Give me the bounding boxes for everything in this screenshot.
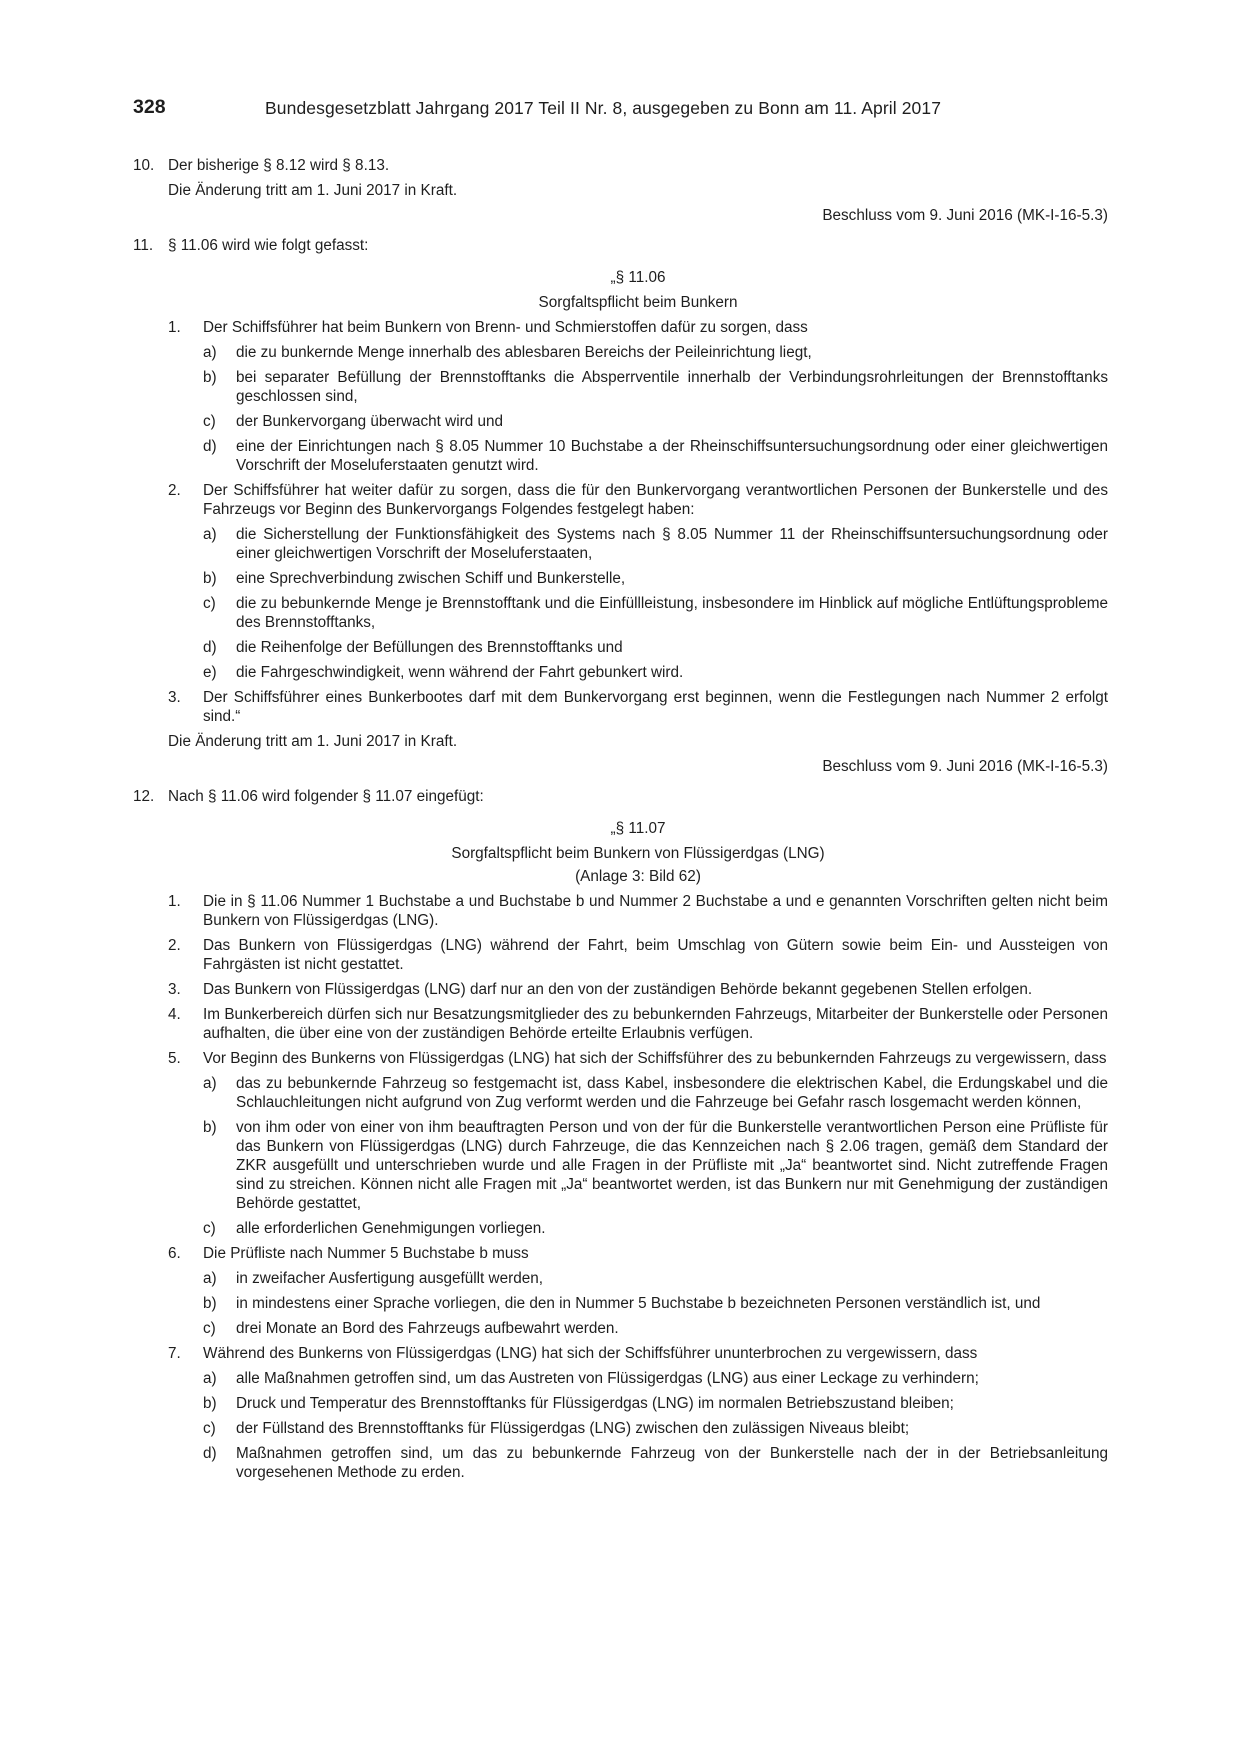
sub-point-text: die Sicherstellung der Funktionsfähigkeit des Systems nach § 8.05 Nummer 11 der Rheinschiffsuntersuchungsordnung oder einer gleichwertigen Vorschrift der Moseluferstaaten, bbox=[236, 526, 1108, 562]
point-number: 3. bbox=[168, 689, 181, 706]
sub-point-text: die zu bunkernde Menge innerhalb des ablesbaren Bereichs der Peileinrichtung liegt, bbox=[236, 344, 812, 361]
sub-point-letter: c) bbox=[203, 1320, 216, 1337]
sub-point-letter: b) bbox=[203, 1119, 217, 1136]
point-number: 3. bbox=[168, 981, 181, 998]
item-text: Nach § 11.06 wird folgender § 11.07 eingefügt: bbox=[168, 788, 484, 805]
sub-point-letter: c) bbox=[203, 1220, 216, 1237]
section-number: „§ 11.06 bbox=[610, 269, 666, 286]
provision-point bbox=[168, 936, 1108, 974]
point-text: Vor Beginn des Bunkerns von Flüssigerdgas (LNG) hat sich der Schiffsführer des zu bebunkernden Fahrzeugs zu vergewissern, dass bbox=[203, 1050, 1107, 1067]
item-text: § 11.06 wird wie folgt gefasst: bbox=[168, 237, 369, 254]
sub-point bbox=[203, 343, 1108, 362]
sub-point-letter: d) bbox=[203, 639, 217, 656]
decision-reference: Beschluss vom 9. Juni 2016 (MK-I-16-5.3) bbox=[822, 758, 1108, 775]
amendment-item-10 bbox=[133, 156, 1108, 175]
sub-point bbox=[203, 1319, 1108, 1338]
sub-point bbox=[203, 663, 1108, 682]
provision-point bbox=[168, 1005, 1108, 1043]
point-text: Die Prüfliste nach Nummer 5 Buchstabe b muss bbox=[203, 1245, 529, 1262]
provision-point bbox=[168, 481, 1108, 519]
point-number: 1. bbox=[168, 319, 181, 336]
sub-point-text: alle erforderlichen Genehmigungen vorliegen. bbox=[236, 1220, 546, 1237]
sub-point-text: die Fahrgeschwindigkeit, wenn während der Fahrt gebunkert wird. bbox=[236, 664, 684, 681]
point-text: Die in § 11.06 Nummer 1 Buchstabe a und Buchstabe b und Nummer 2 Buchstabe a und e genannten Vorschriften gelten nicht beim Bunkern von Flüssigerdgas (LNG). bbox=[203, 893, 1108, 929]
sub-point-letter: a) bbox=[203, 1075, 217, 1092]
point-number: 2. bbox=[168, 937, 181, 954]
provision-point bbox=[168, 980, 1108, 999]
sub-point-text: von ihm oder von einer von ihm beauftragten Person und von der für die Bunkerstelle verantwortlichen Person eine Prüfliste für das Bunkern von Flüssigerdgas (LNG) durch Fahrzeuge, die das Kennzeichen nach § 2.06 tragen, gemäß dem Standard der ZKR ausgefüllt und unterschrieben wurde und alle Fragen in der Prüfliste mit „Ja“ beantwortet sind. Nicht zutreffende Fragen sind zu streichen. Können nicht alle Fragen mit „Ja“ beantwortet werden, ist das Bunkern nur mit Genehmigung der zuständigen Behörde gestattet, bbox=[236, 1119, 1108, 1212]
sub-point-text: die Reihenfolge der Befüllungen des Brennstofftanks und bbox=[236, 639, 623, 656]
sub-point bbox=[203, 1444, 1108, 1482]
item-number: 12. bbox=[133, 788, 155, 805]
sub-point-letter: d) bbox=[203, 1445, 217, 1462]
sub-point-text: Maßnahmen getroffen sind, um das zu bebunkernde Fahrzeug von der Bunkerstelle nach der in der Betriebsanleitung vorgesehenen Methode zu erden. bbox=[236, 1445, 1108, 1481]
provision-point bbox=[168, 318, 1108, 337]
sub-point bbox=[203, 1269, 1108, 1288]
header-title: Bundesgesetzblatt Jahrgang 2017 Teil II Nr. 8, ausgegeben zu Bonn am 11. April 2017 bbox=[265, 98, 942, 118]
sub-point-letter: b) bbox=[203, 369, 217, 386]
sub-point bbox=[203, 1219, 1108, 1238]
sub-point-letter: d) bbox=[203, 438, 217, 455]
document-body bbox=[133, 156, 1108, 1482]
sub-point-letter: b) bbox=[203, 1395, 217, 1412]
provision-point bbox=[168, 1244, 1108, 1263]
sub-point bbox=[203, 1369, 1108, 1388]
sub-point-text: der Füllstand des Brennstofftanks für Flüssigerdgas (LNG) zwischen den zulässigen Niveaus bleibt; bbox=[236, 1420, 910, 1437]
sub-point bbox=[203, 1394, 1108, 1413]
effective-note: Die Änderung tritt am 1. Juni 2017 in Kraft. bbox=[168, 733, 458, 750]
sub-point-text: bei separater Befüllung der Brennstofftanks die Absperrventile innerhalb der Verbindungsrohrleitungen der Brennstofftanks geschlossen sind, bbox=[236, 369, 1108, 405]
sub-point-text: in zweifacher Ausfertigung ausgefüllt werden, bbox=[236, 1270, 543, 1287]
sub-point bbox=[203, 594, 1108, 632]
point-number: 5. bbox=[168, 1050, 181, 1067]
point-text: Im Bunkerbereich dürfen sich nur Besatzungsmitglieder des zu bebunkernden Fahrzeugs, Mitarbeiter der Bunkerstelle oder Personen aufhalten, die über eine von der zuständigen Behörde erteilte Erlaubnis verfügen. bbox=[203, 1006, 1108, 1042]
item-text: Der bisherige § 8.12 wird § 8.13. bbox=[168, 157, 390, 174]
sub-point-text: das zu bebunkernde Fahrzeug so festgemacht ist, dass Kabel, insbesondere die elektrischen Kabel, die Erdungskabel und die Schlauchleitungen nicht aufgrund von Zug verformt werden und die Fahrzeuge bei Gefahr rasch losgemacht werden können, bbox=[236, 1075, 1108, 1111]
sub-point-text: eine Sprechverbindung zwischen Schiff und Bunkerstelle, bbox=[236, 570, 626, 587]
sub-point bbox=[203, 1074, 1108, 1112]
sub-point-text: Druck und Temperatur des Brennstofftanks für Flüssigerdgas (LNG) im normalen Betriebszustand bleiben; bbox=[236, 1395, 954, 1412]
decision-reference: Beschluss vom 9. Juni 2016 (MK-I-16-5.3) bbox=[822, 207, 1108, 224]
sub-point-text: eine der Einrichtungen nach § 8.05 Nummer 10 Buchstabe a der Rheinschiffsuntersuchungsordnung oder einer gleichwertigen Vorschrift der Moseluferstaaten genutzt wird. bbox=[236, 438, 1108, 474]
sub-point bbox=[203, 412, 1108, 431]
sub-point-letter: b) bbox=[203, 570, 217, 587]
effective-note: Die Änderung tritt am 1. Juni 2017 in Kraft. bbox=[168, 182, 458, 199]
sub-point-letter: a) bbox=[203, 344, 217, 361]
section-title: Sorgfaltspflicht beim Bunkern bbox=[538, 294, 738, 311]
sub-point-letter: c) bbox=[203, 1420, 216, 1437]
point-text: Der Schiffsführer hat weiter dafür zu sorgen, dass die für den Bunkervorgang verantwortlichen Personen der Bunkerstelle und des Fahrzeugs vor Beginn des Bunkervorgangs Folgendes festgelegt haben: bbox=[203, 482, 1108, 518]
provision-point bbox=[168, 688, 1108, 726]
sub-point-text: die zu bebunkernde Menge je Brennstofftank und die Einfüllleistung, insbesondere im Hinblick auf mögliche Entlüftungsprobleme des Brennstofftanks, bbox=[236, 595, 1108, 631]
sub-point bbox=[203, 638, 1108, 657]
provision-point bbox=[168, 892, 1108, 930]
sub-point bbox=[203, 368, 1108, 406]
section-11-06-provisions bbox=[168, 318, 1108, 726]
provision-point bbox=[168, 1049, 1108, 1068]
point-number: 4. bbox=[168, 1006, 181, 1023]
section-title: Sorgfaltspflicht beim Bunkern von Flüssigerdgas (LNG) bbox=[451, 845, 825, 862]
point-text: Während des Bunkerns von Flüssigerdgas (LNG) hat sich der Schiffsführer ununterbrochen zu vergewissern, dass bbox=[203, 1345, 978, 1362]
sub-point-letter: a) bbox=[203, 526, 217, 543]
point-text: Der Schiffsführer eines Bunkerbootes darf mit dem Bunkervorgang erst beginnen, wenn die Festlegungen nach Nummer 2 erfolgt sind.“ bbox=[203, 689, 1108, 725]
point-number: 1. bbox=[168, 893, 181, 910]
sub-point-letter: b) bbox=[203, 1295, 217, 1312]
provision-point bbox=[168, 1344, 1108, 1363]
point-text: Das Bunkern von Flüssigerdgas (LNG) darf nur an den von der zuständigen Behörde bekannt gegebenen Stellen erfolgen. bbox=[203, 981, 1033, 998]
point-number: 2. bbox=[168, 482, 181, 499]
section-11-07-provisions bbox=[168, 892, 1108, 1482]
page-header bbox=[133, 98, 1108, 124]
amendment-item-11 bbox=[133, 236, 1108, 255]
sub-point-letter: c) bbox=[203, 595, 216, 612]
sub-point bbox=[203, 437, 1108, 475]
sub-point-letter: c) bbox=[203, 413, 216, 430]
sub-point-letter: e) bbox=[203, 664, 217, 681]
amendment-item-12 bbox=[133, 787, 1108, 806]
section-note: (Anlage 3: Bild 62) bbox=[575, 868, 701, 885]
item-number: 11. bbox=[133, 237, 154, 254]
sub-point-letter: a) bbox=[203, 1270, 217, 1287]
point-number: 7. bbox=[168, 1345, 181, 1362]
section-number: „§ 11.07 bbox=[610, 820, 666, 837]
sub-point-letter: a) bbox=[203, 1370, 217, 1387]
point-text: Der Schiffsführer hat beim Bunkern von Brenn- und Schmierstoffen dafür zu sorgen, dass bbox=[203, 319, 808, 336]
point-text: Das Bunkern von Flüssigerdgas (LNG) während der Fahrt, beim Umschlag von Gütern sowie beim Ein- und Aussteigen von Fahrgästen ist nicht gestattet. bbox=[203, 937, 1108, 973]
item-number: 10. bbox=[133, 157, 155, 174]
sub-point-text: der Bunkervorgang überwacht wird und bbox=[236, 413, 504, 430]
sub-point bbox=[203, 569, 1108, 588]
sub-point bbox=[203, 1294, 1108, 1313]
sub-point bbox=[203, 1419, 1108, 1438]
sub-point-text: in mindestens einer Sprache vorliegen, die den in Nummer 5 Buchstabe b bezeichneten Personen verständlich ist, und bbox=[236, 1295, 1041, 1312]
sub-point bbox=[203, 525, 1108, 563]
sub-point-text: alle Maßnahmen getroffen sind, um das Austreten von Flüssigerdgas (LNG) aus einer Leckage zu verhindern; bbox=[236, 1370, 979, 1387]
sub-point-text: drei Monate an Bord des Fahrzeugs aufbewahrt werden. bbox=[236, 1320, 619, 1337]
page-number: 328 bbox=[133, 96, 166, 118]
sub-point bbox=[203, 1118, 1108, 1213]
point-number: 6. bbox=[168, 1245, 181, 1262]
